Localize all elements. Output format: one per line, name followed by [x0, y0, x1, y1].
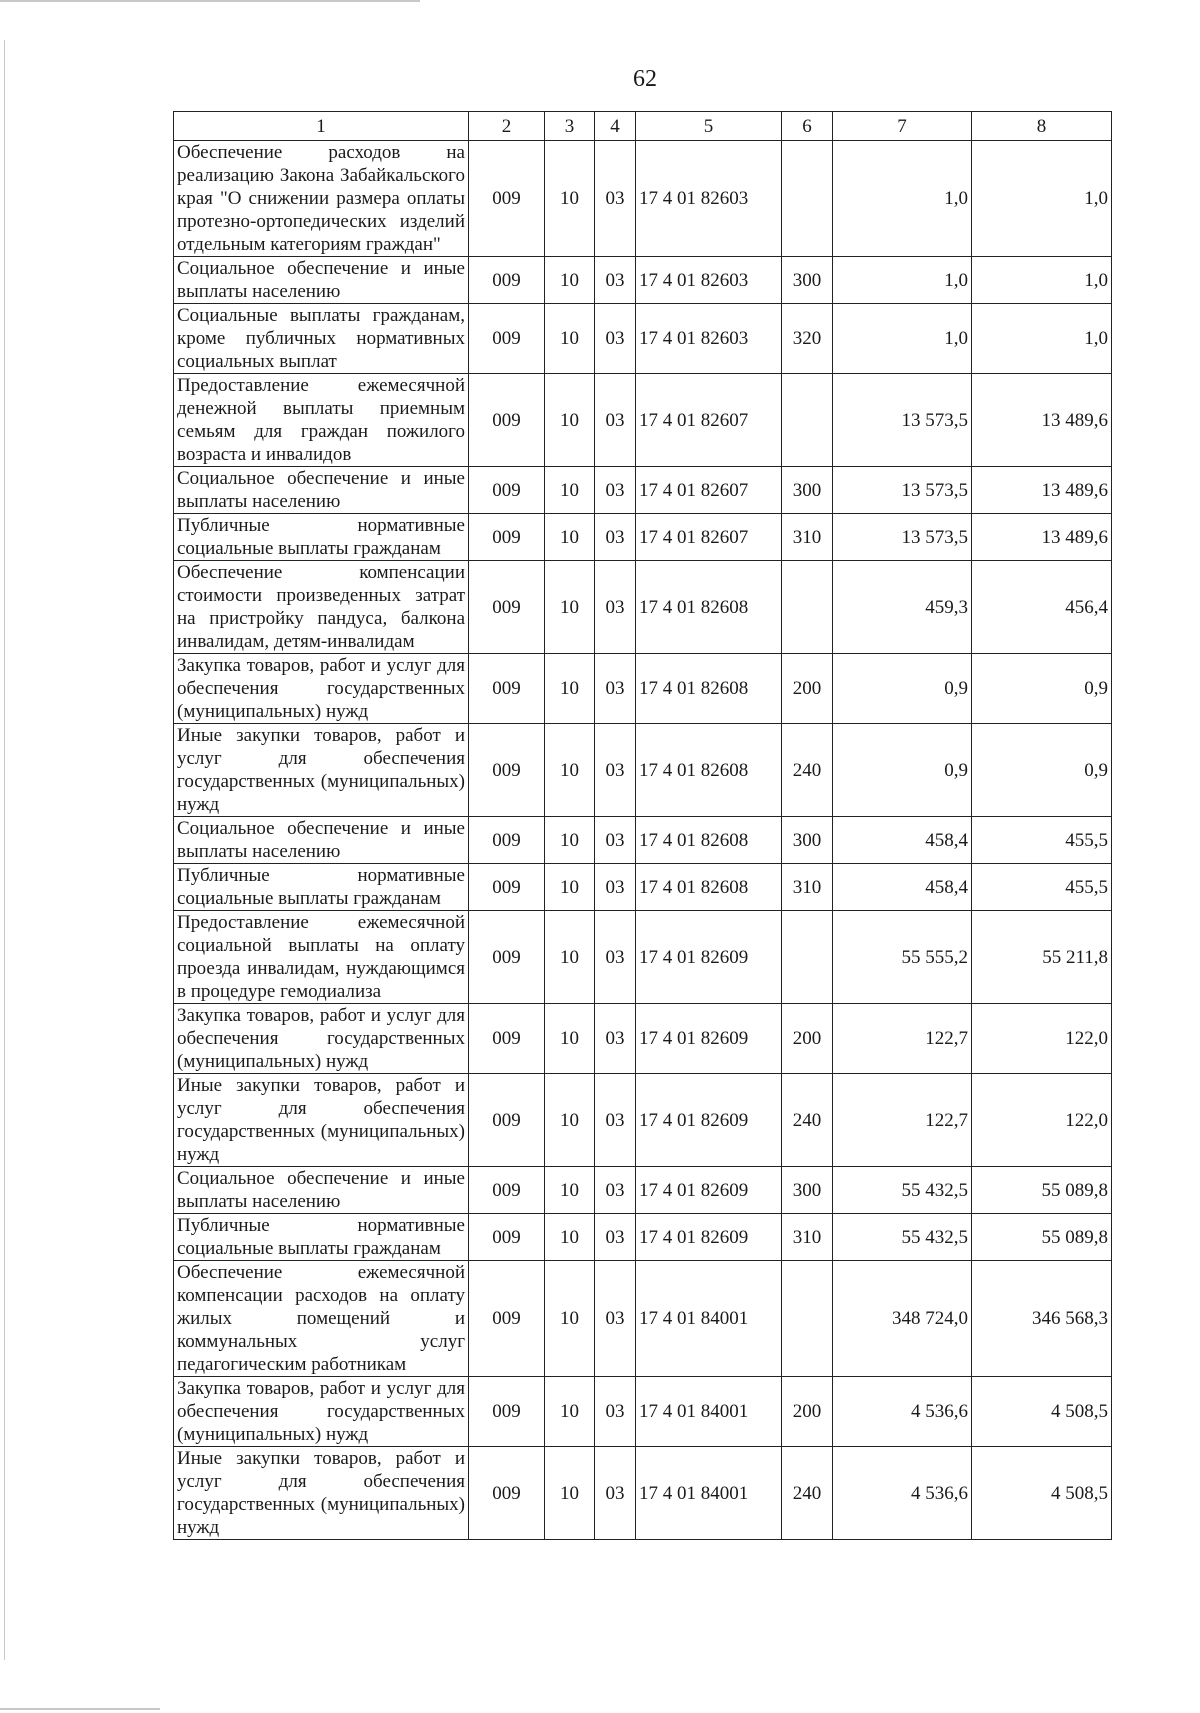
- table-row: [174, 1167, 1112, 1214]
- amount-col-7: 13 573,5: [833, 374, 972, 467]
- table-row: [174, 1074, 1112, 1167]
- amount-col-8: 4 508,5: [972, 1377, 1112, 1447]
- row-name: Публичные нормативные социальные выплаты гражданам: [174, 514, 469, 561]
- table-row: [174, 374, 1112, 467]
- code-expense-type: 240: [782, 1447, 833, 1540]
- code-section: 10: [545, 1004, 595, 1074]
- code-admin: 009: [469, 1004, 545, 1074]
- amount-col-7: 55 555,2: [833, 911, 972, 1004]
- code-expense-type: 310: [782, 514, 833, 561]
- amount-col-8: 0,9: [972, 654, 1112, 724]
- table-row: [174, 911, 1112, 1004]
- amount-col-7: 4 536,6: [833, 1447, 972, 1540]
- code-subsection: 03: [595, 1214, 636, 1261]
- column-header-1: 1: [174, 112, 469, 141]
- amount-col-7: 1,0: [833, 304, 972, 374]
- table-row: [174, 1377, 1112, 1447]
- column-header-7: 7: [833, 112, 972, 141]
- code-expense-type: 300: [782, 1167, 833, 1214]
- row-name: Обеспечение ежемесячной компенсации расходов на оплату жилых помещений и коммунальных услуг педагогическим работникам: [174, 1261, 469, 1377]
- table-row: [174, 561, 1112, 654]
- code-section: 10: [545, 1261, 595, 1377]
- code-section: 10: [545, 1214, 595, 1261]
- budget-table: [173, 111, 1112, 1540]
- code-expense-type: 240: [782, 724, 833, 817]
- code-admin: 009: [469, 514, 545, 561]
- code-expense-type: 300: [782, 467, 833, 514]
- row-name: Предоставление ежемесячной социальной выплаты на оплату проезда инвалидам, нуждающимся в процедуре гемодиализа: [174, 911, 469, 1004]
- code-section: 10: [545, 1377, 595, 1447]
- amount-col-7: 13 573,5: [833, 467, 972, 514]
- amount-col-8: 346 568,3: [972, 1261, 1112, 1377]
- amount-col-8: 13 489,6: [972, 514, 1112, 561]
- code-target-article: 17 4 01 82607: [636, 514, 782, 561]
- code-subsection: 03: [595, 817, 636, 864]
- row-name: Иные закупки товаров, работ и услуг для обеспечения государственных (муниципальных) нужд: [174, 724, 469, 817]
- amount-col-7: 4 536,6: [833, 1377, 972, 1447]
- amount-col-7: 13 573,5: [833, 514, 972, 561]
- amount-col-8: 1,0: [972, 141, 1112, 257]
- amount-col-8: 55 211,8: [972, 911, 1112, 1004]
- header-row: [174, 112, 1112, 141]
- code-target-article: 17 4 01 84001: [636, 1377, 782, 1447]
- code-admin: 009: [469, 864, 545, 911]
- code-expense-type: [782, 1261, 833, 1377]
- amount-col-7: 55 432,5: [833, 1214, 972, 1261]
- row-name: Социальное обеспечение и иные выплаты населению: [174, 817, 469, 864]
- amount-col-7: 348 724,0: [833, 1261, 972, 1377]
- amount-col-8: 1,0: [972, 304, 1112, 374]
- amount-col-8: 122,0: [972, 1074, 1112, 1167]
- code-admin: 009: [469, 374, 545, 467]
- code-expense-type: 240: [782, 1074, 833, 1167]
- table-row: [174, 724, 1112, 817]
- code-admin: 009: [469, 1377, 545, 1447]
- code-admin: 009: [469, 1447, 545, 1540]
- code-target-article: 17 4 01 82608: [636, 817, 782, 864]
- column-header-3: 3: [545, 112, 595, 141]
- code-section: 10: [545, 1167, 595, 1214]
- table-row: [174, 817, 1112, 864]
- code-target-article: 17 4 01 82608: [636, 561, 782, 654]
- code-expense-type: 310: [782, 864, 833, 911]
- code-expense-type: 200: [782, 1377, 833, 1447]
- code-target-article: 17 4 01 82608: [636, 724, 782, 817]
- code-section: 10: [545, 304, 595, 374]
- code-target-article: 17 4 01 82603: [636, 141, 782, 257]
- code-target-article: 17 4 01 82607: [636, 374, 782, 467]
- code-admin: 009: [469, 561, 545, 654]
- row-name: Обеспечение расходов на реализацию Закона Забайкальского края "О снижении размера оплаты протезно-ортопедических изделий отдельным категориям граждан": [174, 141, 469, 257]
- amount-col-8: 1,0: [972, 257, 1112, 304]
- code-admin: 009: [469, 257, 545, 304]
- code-section: 10: [545, 561, 595, 654]
- code-admin: 009: [469, 1167, 545, 1214]
- code-admin: 009: [469, 467, 545, 514]
- code-target-article: 17 4 01 82609: [636, 911, 782, 1004]
- code-target-article: 17 4 01 82609: [636, 1214, 782, 1261]
- code-subsection: 03: [595, 1261, 636, 1377]
- code-section: 10: [545, 1447, 595, 1540]
- row-name: Иные закупки товаров, работ и услуг для обеспечения государственных (муниципальных) нужд: [174, 1447, 469, 1540]
- amount-col-8: 456,4: [972, 561, 1112, 654]
- code-section: 10: [545, 141, 595, 257]
- amount-col-7: 0,9: [833, 654, 972, 724]
- amount-col-7: 1,0: [833, 141, 972, 257]
- code-subsection: 03: [595, 514, 636, 561]
- code-subsection: 03: [595, 257, 636, 304]
- code-subsection: 03: [595, 304, 636, 374]
- column-header-5: 5: [636, 112, 782, 141]
- row-name: Закупка товаров, работ и услуг для обеспечения государственных (муниципальных) нужд: [174, 1377, 469, 1447]
- code-section: 10: [545, 817, 595, 864]
- row-name: Обеспечение компенсации стоимости произведенных затрат на пристройку пандуса, балкона инвалидам, детям-инвалидам: [174, 561, 469, 654]
- code-subsection: 03: [595, 1004, 636, 1074]
- code-target-article: 17 4 01 82609: [636, 1074, 782, 1167]
- amount-col-7: 459,3: [833, 561, 972, 654]
- code-expense-type: [782, 141, 833, 257]
- code-expense-type: 310: [782, 1214, 833, 1261]
- table-row: [174, 514, 1112, 561]
- code-admin: 009: [469, 1214, 545, 1261]
- table-row: [174, 1261, 1112, 1377]
- table-row: [174, 467, 1112, 514]
- amount-col-7: 458,4: [833, 817, 972, 864]
- code-subsection: 03: [595, 864, 636, 911]
- code-target-article: 17 4 01 82608: [636, 654, 782, 724]
- table-row: [174, 1447, 1112, 1540]
- row-name: Предоставление ежемесячной денежной выплаты приемным семьям для граждан пожилого возраста и инвалидов: [174, 374, 469, 467]
- code-target-article: 17 4 01 82607: [636, 467, 782, 514]
- amount-col-7: 0,9: [833, 724, 972, 817]
- code-admin: 009: [469, 304, 545, 374]
- table-row: [174, 257, 1112, 304]
- code-section: 10: [545, 654, 595, 724]
- row-name: Иные закупки товаров, работ и услуг для обеспечения государственных (муниципальных) нужд: [174, 1074, 469, 1167]
- amount-col-8: 4 508,5: [972, 1447, 1112, 1540]
- code-admin: 009: [469, 141, 545, 257]
- amount-col-8: 13 489,6: [972, 374, 1112, 467]
- code-expense-type: 300: [782, 817, 833, 864]
- amount-col-7: 55 432,5: [833, 1167, 972, 1214]
- column-header-8: 8: [972, 112, 1112, 141]
- code-subsection: 03: [595, 141, 636, 257]
- code-target-article: 17 4 01 82609: [636, 1167, 782, 1214]
- table-row: [174, 141, 1112, 257]
- table-row: [174, 304, 1112, 374]
- code-target-article: 17 4 01 84001: [636, 1261, 782, 1377]
- code-admin: 009: [469, 724, 545, 817]
- code-subsection: 03: [595, 1167, 636, 1214]
- code-expense-type: 320: [782, 304, 833, 374]
- amount-col-8: 455,5: [972, 864, 1112, 911]
- row-name: Социальное обеспечение и иные выплаты населению: [174, 1167, 469, 1214]
- row-name: Публичные нормативные социальные выплаты гражданам: [174, 1214, 469, 1261]
- table-row: [174, 1214, 1112, 1261]
- amount-col-8: 13 489,6: [972, 467, 1112, 514]
- code-target-article: 17 4 01 84001: [636, 1447, 782, 1540]
- code-subsection: 03: [595, 911, 636, 1004]
- row-name: Социальные выплаты гражданам, кроме публичных нормативных социальных выплат: [174, 304, 469, 374]
- code-subsection: 03: [595, 1074, 636, 1167]
- amount-col-8: 122,0: [972, 1004, 1112, 1074]
- code-section: 10: [545, 864, 595, 911]
- amount-col-8: 0,9: [972, 724, 1112, 817]
- code-section: 10: [545, 514, 595, 561]
- code-section: 10: [545, 1074, 595, 1167]
- code-expense-type: 200: [782, 1004, 833, 1074]
- column-header-2: 2: [469, 112, 545, 141]
- amount-col-7: 458,4: [833, 864, 972, 911]
- code-admin: 009: [469, 911, 545, 1004]
- code-admin: 009: [469, 1074, 545, 1167]
- code-admin: 009: [469, 1261, 545, 1377]
- amount-col-8: 455,5: [972, 817, 1112, 864]
- scan-artifact-left: [4, 40, 5, 1660]
- page-number: 62: [633, 66, 657, 92]
- row-name: Социальное обеспечение и иные выплаты населению: [174, 467, 469, 514]
- code-subsection: 03: [595, 374, 636, 467]
- code-section: 10: [545, 257, 595, 304]
- code-section: 10: [545, 724, 595, 817]
- code-section: 10: [545, 911, 595, 1004]
- amount-col-7: 122,7: [833, 1004, 972, 1074]
- amount-col-7: 1,0: [833, 257, 972, 304]
- code-expense-type: 300: [782, 257, 833, 304]
- scan-artifact-bottom: [0, 1708, 160, 1710]
- code-admin: 009: [469, 654, 545, 724]
- row-name: Публичные нормативные социальные выплаты гражданам: [174, 864, 469, 911]
- code-expense-type: 200: [782, 654, 833, 724]
- code-target-article: 17 4 01 82603: [636, 257, 782, 304]
- row-name: Закупка товаров, работ и услуг для обеспечения государственных (муниципальных) нужд: [174, 654, 469, 724]
- code-expense-type: [782, 911, 833, 1004]
- table-row: [174, 1004, 1112, 1074]
- row-name: Социальное обеспечение и иные выплаты населению: [174, 257, 469, 304]
- code-subsection: 03: [595, 467, 636, 514]
- amount-col-8: 55 089,8: [972, 1167, 1112, 1214]
- amount-col-8: 55 089,8: [972, 1214, 1112, 1261]
- code-subsection: 03: [595, 1377, 636, 1447]
- row-name: Закупка товаров, работ и услуг для обеспечения государственных (муниципальных) нужд: [174, 1004, 469, 1074]
- amount-col-7: 122,7: [833, 1074, 972, 1167]
- table-row: [174, 654, 1112, 724]
- table-row: [174, 864, 1112, 911]
- code-expense-type: [782, 561, 833, 654]
- scan-artifact-top: [0, 0, 420, 2]
- code-subsection: 03: [595, 654, 636, 724]
- code-target-article: 17 4 01 82608: [636, 864, 782, 911]
- table-body: [174, 141, 1112, 1540]
- code-subsection: 03: [595, 1447, 636, 1540]
- code-target-article: 17 4 01 82603: [636, 304, 782, 374]
- column-header-6: 6: [782, 112, 833, 141]
- column-header-4: 4: [595, 112, 636, 141]
- code-admin: 009: [469, 817, 545, 864]
- code-section: 10: [545, 374, 595, 467]
- code-section: 10: [545, 467, 595, 514]
- code-target-article: 17 4 01 82609: [636, 1004, 782, 1074]
- code-subsection: 03: [595, 561, 636, 654]
- code-expense-type: [782, 374, 833, 467]
- code-subsection: 03: [595, 724, 636, 817]
